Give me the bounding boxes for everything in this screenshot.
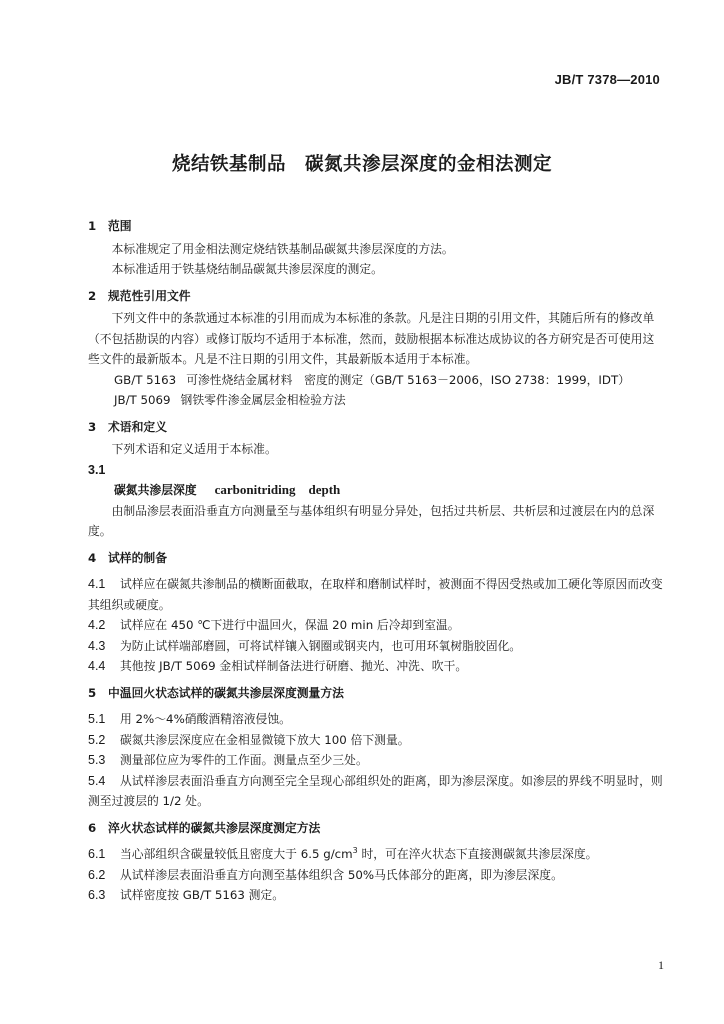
section-title: 试样的制备 [108, 550, 167, 565]
paragraph: 本标准规定了用金相法测定烧结铁基制品碳氮共渗层深度的方法。 [111, 241, 454, 256]
clause-item [88, 730, 666, 751]
clause-text: 试样应在碳氮共渗制品的横断面截取，在取样和磨制试样时，被测面不得因受热或加工硬化等原因而改变其组织或硬度。 [88, 577, 663, 612]
reference-item [88, 370, 666, 391]
paragraph: 本标准适用于铁基烧结制品碳氮共渗层深度的测定。 [111, 262, 383, 276]
clause-item [88, 574, 666, 615]
clause-text: 当心部组织含碳量较低且密度大于 6.5 g/cm [120, 847, 353, 861]
section-number: 2 [88, 288, 97, 303]
clause-text: 测量部位应为零件的工作面。测量点至少三处。 [120, 753, 368, 767]
document-title: 烧结铁基制品 碳氮共渗层深度的金相法测定 [171, 154, 552, 175]
clause-number: 4.4 [88, 659, 106, 673]
clause-text: 其他按 JB/T 5069 金相试样制备法进行研磨、抛光、冲洗、吹干。 [120, 659, 468, 673]
section-title: 术语和定义 [108, 419, 167, 434]
clause-item [88, 636, 666, 657]
term-number: 3.1 [88, 462, 106, 477]
clause-number: 5.4 [88, 773, 106, 788]
reference-text: 可渗性烧结金属材料 密度的测定（GB/T 5163－2006，ISO 2738：1999，IDT） [186, 372, 630, 387]
section-number: 4 [88, 550, 97, 565]
clause-number: 6.2 [88, 867, 106, 882]
term-chinese: 碳氮共渗层深度 [114, 483, 197, 497]
clause-item [88, 865, 666, 886]
reference-item [88, 390, 666, 411]
section-4-heading [88, 548, 666, 569]
clause-text: 从试样渗层表面沿垂直方向测至完全呈现心部组织处的距离，即为渗层深度。如渗层的界线不明显时，则测至过渡层的 1/2 处。 [88, 773, 663, 808]
clause-item [88, 844, 666, 865]
clause-number: 4.3 [88, 638, 106, 653]
clause-text: 碳氮共渗层深度应在金相显微镜下放大 100 倍下测量。 [120, 732, 410, 747]
reference-code: JB/T 5069 [114, 393, 171, 407]
reference-text: 钢铁零件渗金属层金相检验方法 [180, 393, 346, 407]
document-body [88, 210, 666, 906]
superscript: 3 [352, 846, 358, 856]
clause-text: 用 2%～4%硝酸酒精溶液侵蚀。 [120, 712, 291, 726]
page-number: 1 [658, 958, 664, 972]
term-entry [88, 480, 666, 501]
clause-text: 试样应在 450 ℃下进行中温回火，保温 20 min 后冷却到室温。 [120, 618, 460, 632]
clause-text: 试样密度按 GB/T 5163 测定。 [120, 888, 285, 902]
clause-item [88, 709, 666, 730]
section-number: 5 [88, 685, 97, 700]
term-definition: 由制品渗层表面沿垂直方向测量至与基体组织有明显分异处，包括过共析层、共析层和过渡层在内的总深度。 [88, 503, 655, 538]
standard-code: JB/T 7378—2010 [554, 72, 660, 87]
section-1-heading [88, 216, 666, 237]
section-title: 淬火状态试样的碳氮共渗层深度测定方法 [108, 820, 321, 835]
clause-item [88, 656, 666, 677]
section-6-heading [88, 818, 666, 839]
section-title: 中温回火状态试样的碳氮共渗层深度测量方法 [108, 685, 344, 700]
reference-code: GB/T 5163 [114, 372, 177, 387]
section-2-heading [88, 286, 666, 307]
paragraph: 下列文件中的条款通过本标准的引用而成为本标准的条款。凡是注日期的引用文件，其随后所有的修改单（不包括勘误的内容）或修订版均不适用于本标准，然而，鼓励根据本标准达成协议的各方研究是否可使用这些文件的最新版本。凡是不注日期的引用文件，其最新版本适用于本标准。 [88, 311, 655, 366]
section-3-heading [88, 417, 666, 438]
clause-number: 4.2 [88, 618, 106, 632]
clause-number: 5.3 [88, 753, 106, 767]
clause-number: 5.2 [88, 732, 106, 747]
section-title: 规范性引用文件 [108, 288, 191, 303]
clause-item [88, 750, 666, 771]
clause-item [88, 615, 666, 636]
clause-text: 为防止试样端部磨圆，可将试样镶入钢圈或钢夹内，也可用环氧树脂胶固化。 [120, 638, 522, 653]
section-title: 范围 [108, 219, 132, 233]
clause-text: 从试样渗层表面沿垂直方向测至基体组织含 50%马氏体部分的距离，即为渗层深度。 [120, 867, 563, 882]
clause-number: 6.3 [88, 888, 106, 902]
section-number: 3 [88, 419, 97, 434]
clause-number: 5.1 [88, 712, 106, 726]
clause-number: 6.1 [88, 847, 106, 861]
section-number: 1 [88, 219, 97, 233]
clause-text: 时，可在淬火状态下直接测碳氮共渗层深度。 [357, 847, 598, 861]
clause-number: 4.1 [88, 577, 106, 591]
term-english: carbonitriding depth [214, 482, 341, 497]
section-number: 6 [88, 820, 97, 835]
clause-item [88, 771, 666, 812]
clause-item [88, 885, 666, 906]
section-5-heading [88, 683, 666, 704]
paragraph: 下列术语和定义适用于本标准。 [111, 442, 277, 456]
